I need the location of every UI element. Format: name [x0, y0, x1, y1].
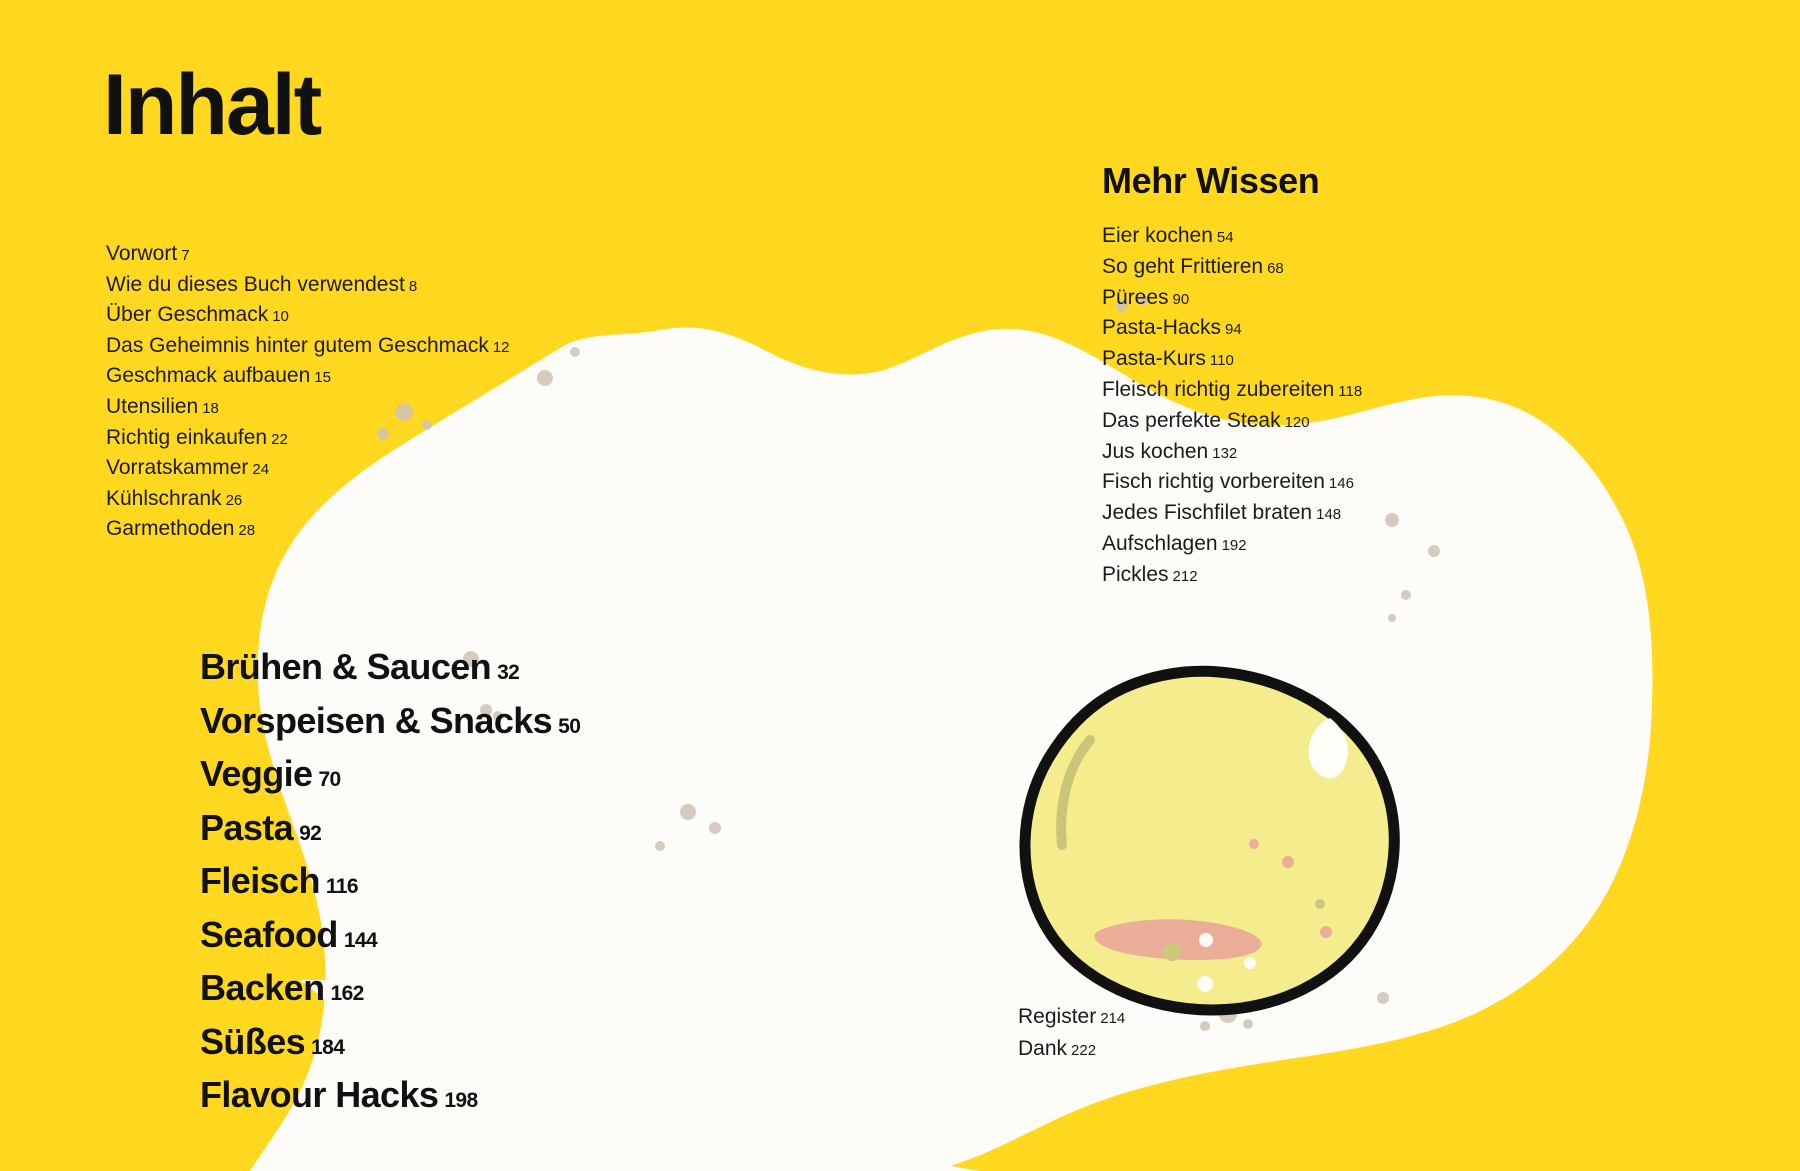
toc-entry[interactable] — [1102, 530, 1622, 561]
back-matter-list — [1018, 1002, 1338, 1066]
toc-entry-page: 132 — [1212, 444, 1238, 462]
toc-entry-label: Kühlschrank — [106, 486, 222, 510]
toc-entry-label: Pasta-Kurs — [1102, 347, 1206, 371]
toc-entry-label: Garmethoden — [106, 517, 235, 541]
chapter-page: 70 — [318, 768, 341, 791]
toc-entry-label: Über Geschmack — [106, 303, 269, 327]
chapter-entry[interactable] — [200, 1018, 880, 1072]
toc-entry[interactable] — [1102, 468, 1622, 499]
toc-entry[interactable] — [106, 362, 666, 393]
toc-entry-label: Fleisch richtig zubereiten — [1102, 377, 1335, 401]
toc-entry-page: 54 — [1216, 229, 1234, 246]
toc-entry-label: Jus kochen — [1102, 439, 1209, 463]
toc-entry-page: 118 — [1338, 382, 1363, 400]
toc-entry-page: 146 — [1328, 475, 1354, 493]
toc-entry-label: Register — [1018, 1005, 1097, 1028]
toc-entry-label: Utensilien — [106, 394, 199, 418]
chapter-page: 116 — [325, 875, 358, 898]
toc-entry[interactable] — [1102, 253, 1622, 284]
toc-entry[interactable] — [1102, 284, 1622, 315]
toc-entry[interactable] — [1102, 407, 1622, 438]
toc-entry-page: 12 — [492, 338, 510, 356]
toc-entry[interactable] — [1102, 345, 1622, 376]
chapter-page: 92 — [299, 821, 322, 845]
toc-entry[interactable] — [1102, 499, 1622, 530]
toc-entry-page: 15 — [314, 369, 331, 387]
toc-entry-label: Das perfekte Steak — [1102, 408, 1281, 432]
toc-entry-label: Fisch richtig vorbereiten — [1102, 470, 1325, 494]
chapter-label: Vorspeisen & Snacks — [200, 699, 553, 741]
toc-entry-page: 148 — [1316, 506, 1342, 524]
toc-entry-label: Eier kochen — [1102, 224, 1213, 247]
toc-entry[interactable] — [106, 454, 666, 485]
chapter-label: Veggie — [200, 753, 313, 794]
chapter-entry[interactable] — [200, 804, 880, 858]
chapter-entry[interactable] — [200, 857, 880, 911]
toc-entry[interactable] — [106, 515, 666, 546]
toc-entry[interactable] — [106, 301, 666, 332]
toc-entry[interactable] — [1102, 376, 1622, 407]
toc-entry[interactable] — [1102, 314, 1622, 345]
chapter-entry[interactable] — [200, 750, 880, 804]
chapter-list — [200, 643, 880, 1125]
toc-entry-page: 8 — [408, 277, 418, 295]
chapter-page: 144 — [343, 928, 378, 952]
chapter-label: Backen — [200, 967, 325, 1008]
toc-entry-page: 212 — [1172, 567, 1198, 585]
toc-entry-page: 120 — [1284, 413, 1310, 431]
toc-entry-page: 10 — [272, 308, 289, 326]
toc-entry-page: 192 — [1221, 536, 1247, 554]
toc-entry[interactable] — [106, 393, 666, 424]
toc-entry[interactable] — [1018, 1034, 1338, 1066]
chapter-label: Pasta — [200, 806, 294, 848]
chapter-entry[interactable] — [200, 643, 880, 697]
toc-entry-page: 18 — [202, 399, 219, 417]
page-title: Inhalt — [103, 57, 321, 153]
chapter-entry[interactable] — [200, 911, 880, 965]
toc-entry-label: Vorwort — [106, 242, 178, 265]
toc-entry[interactable] — [1018, 1002, 1338, 1034]
toc-entry[interactable] — [1102, 561, 1622, 592]
toc-entry-label: Aufschlagen — [1102, 531, 1218, 555]
more-knowledge-list — [1102, 222, 1622, 592]
toc-entry-label: Wie du dieses Buch verwendest — [106, 272, 405, 296]
toc-entry-page: 24 — [252, 461, 270, 479]
toc-entry-label: Geschmack aufbauen — [106, 364, 311, 388]
chapter-page: 32 — [497, 661, 520, 684]
toc-entry[interactable] — [106, 332, 666, 363]
chapter-page: 184 — [311, 1035, 345, 1059]
front-matter-list — [106, 240, 666, 546]
toc-entry-label: Jedes Fischfilet braten — [1102, 501, 1313, 525]
chapter-page: 198 — [444, 1089, 478, 1112]
more-knowledge-heading: Mehr Wissen — [1102, 160, 1320, 201]
toc-entry-page: 22 — [271, 430, 288, 448]
toc-entry-page: 214 — [1100, 1010, 1126, 1027]
chapter-label: Seafood — [200, 913, 338, 955]
toc-entry-page: 68 — [1267, 259, 1284, 277]
toc-entry-page: 28 — [238, 522, 256, 540]
toc-entry-page: 26 — [225, 491, 243, 509]
toc-entry[interactable] — [106, 485, 666, 516]
toc-entry-label: Pürees — [1102, 285, 1169, 309]
chapter-entry[interactable] — [200, 697, 880, 751]
chapter-label: Brühen & Saucen — [200, 646, 492, 687]
toc-entry-label: Pasta-Hacks — [1102, 316, 1222, 340]
toc-entry[interactable] — [106, 240, 666, 271]
toc-entry-page: 110 — [1209, 352, 1234, 370]
toc-entry-label: So geht Frittieren — [1102, 254, 1264, 278]
toc-entry[interactable] — [1102, 222, 1622, 253]
toc-entry-page: 90 — [1172, 290, 1190, 308]
toc-entry[interactable] — [106, 271, 666, 302]
toc-entry-label: Dank — [1018, 1037, 1068, 1060]
chapter-entry[interactable] — [200, 1071, 880, 1125]
toc-entry-page: 94 — [1225, 321, 1242, 339]
chapter-label: Fleisch — [200, 860, 320, 901]
toc-entry-label: Das Geheimnis hinter gutem Geschmack — [106, 333, 489, 357]
toc-entry-label: Richtig einkaufen — [106, 425, 268, 449]
chapter-page: 162 — [330, 982, 364, 1005]
toc-entry[interactable] — [106, 424, 666, 455]
toc-entry-page: 222 — [1071, 1042, 1097, 1059]
toc-entry[interactable] — [1102, 438, 1622, 469]
toc-entry-label: Pickles — [1102, 562, 1169, 586]
chapter-label: Flavour Hacks — [200, 1074, 439, 1115]
chapter-label: Süßes — [200, 1020, 306, 1062]
toc-entry-page: 7 — [181, 247, 190, 264]
chapter-page: 50 — [558, 714, 581, 738]
chapter-entry[interactable] — [200, 964, 880, 1018]
toc-entry-label: Vorratskammer — [106, 456, 249, 480]
